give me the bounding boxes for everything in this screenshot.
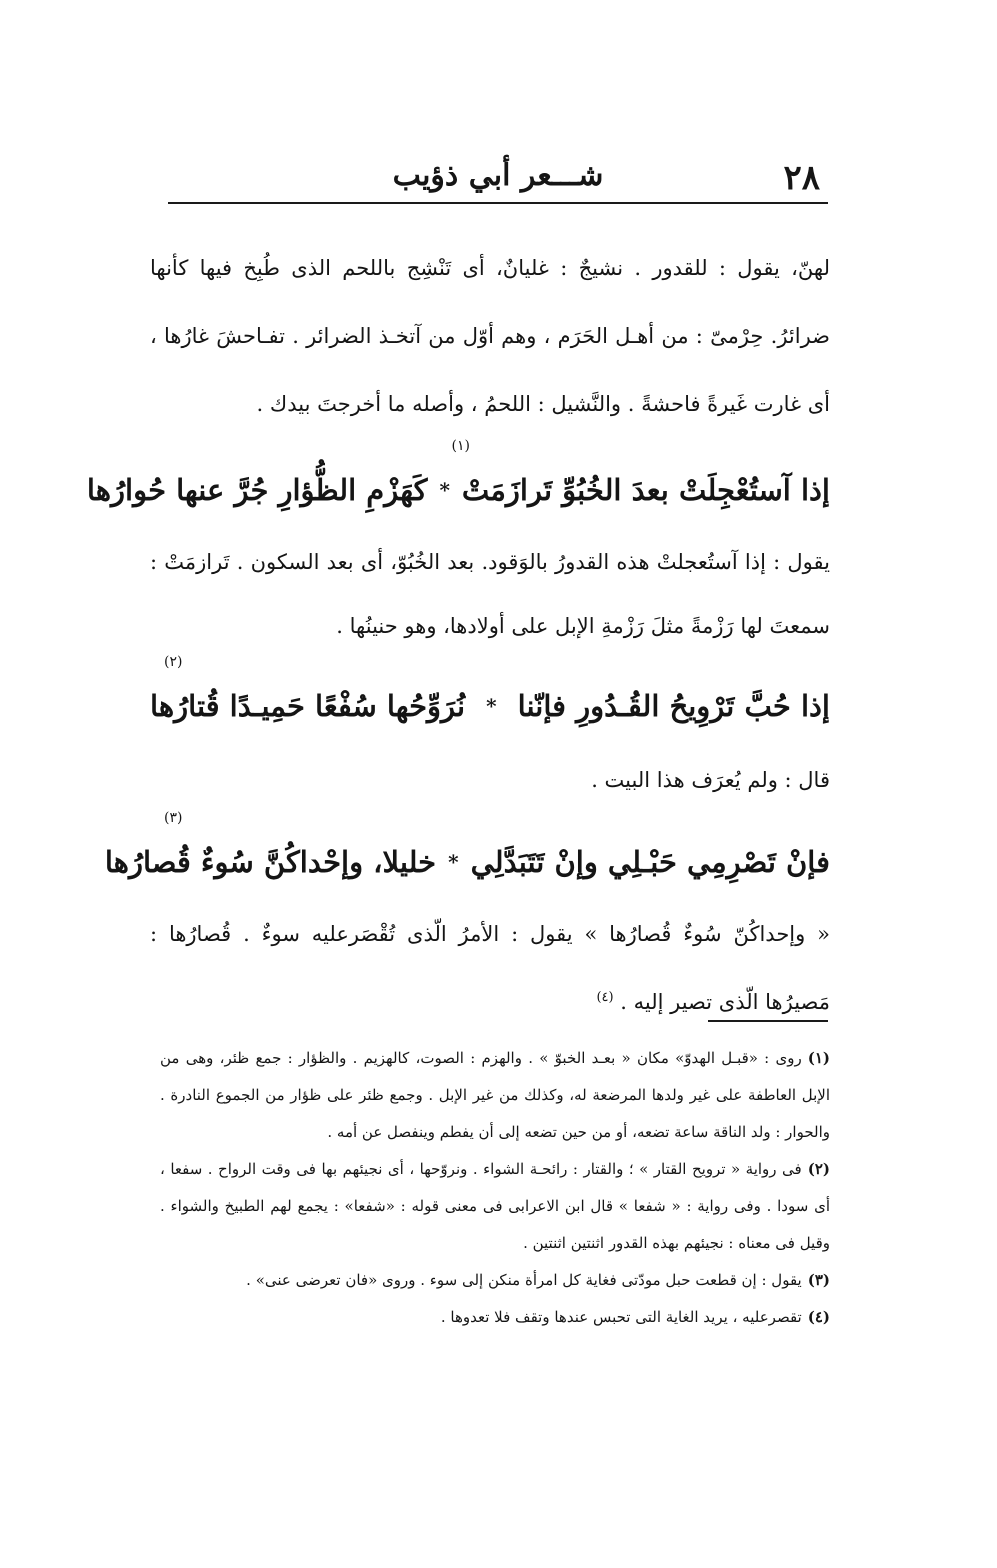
- verse-3-separator: *: [448, 850, 459, 874]
- footnote-ref-4: (٤): [596, 990, 614, 1005]
- footnote-1-number: (١): [807, 1049, 830, 1067]
- footnote-ref-3: (٣): [164, 810, 183, 826]
- running-title: شـــعر أبي ذؤيب: [392, 158, 604, 193]
- verse-2-first-hemistich: إذا حُبَّ تَرْوِيحُ القُـدُورِ فإنّنا: [517, 689, 830, 723]
- commentary-paragraph-2: يقول : إذا آستُعجلتْ هذه القدورُ بالوَقود. بعد الخُبُوّ، أى بعد السكون . تَرازمَتْ : سمعتَ لها رَزْمةً مثلَ رَزْمةِ الإبل على أولادها، وهو حنينُها .: [150, 550, 830, 638]
- commentary-paragraph-3: قال : ولم يُعرَف هذا البيت .: [591, 768, 830, 792]
- footnote-4-text: تقصرعليه ، يريد الغاية التى تحبس عندها وتقف فلا تعدوها .: [440, 1308, 802, 1326]
- verse-1-first-hemistich: إذا آستُعْجِلَتْ بعدَ الخُبُوِّ تَرازَمَتْ: [461, 473, 830, 507]
- footnote-1-text: روى : «قبـل الهدوّ» مكان « بعـد الخبوّ » . والهزم : الصوت، كالهزيم . والظؤار : جمع ظئر، وهى من الإبل العاطفة على غير ولدها المرضعة له، وكذلك من غير الإبل . وجمع ظئر على ظؤار من الجموع النادرة . والحوار : ولد الناقة ساعة تضعه، أو من حين تضعه إلى أن يفطم وينفصل عن أمه .: [160, 1049, 830, 1141]
- footnote-3: [160, 1262, 830, 1299]
- commentary-paragraph-4: [150, 902, 830, 1034]
- verse-1-separator: *: [439, 478, 450, 502]
- footnote-2-number: (٢): [807, 1160, 830, 1178]
- commentary-paragraph-4-text: « وإحداكُنّ سُوءٌ قُصارُها » يقول : الأمرُ الّذى تُقْصَرعليه سوءٌ . قُصارُها : مَصيرُها الّذى تصير إليه .: [150, 922, 830, 1014]
- footnote-2-text: فى رواية « ترويح القتار » ؛ والقتار : رائحـة الشواء . ونروّحها ، أى نجيئهم بها فى وقت الرواح . سفعا ، أى سودا . وفى رواية : « شفعا » قال ابن الاعرابى فى معنى قوله : «شفعا» : يجمع لهم الطبيخ والشواء . وقيل فى معناه : نجيئهم بهذه القدور اثنتين اثنتين .: [160, 1160, 830, 1252]
- verse-line-1: [86, 438, 830, 530]
- footnote-2: [160, 1151, 830, 1262]
- verse-1-second-hemistich: كَهَزْمِ الظُّؤارِ جُرَّ عنها حُوارُها: [86, 473, 428, 507]
- verse-3-second-hemistich: خليلا، وإحْداكُنَّ سُوءٌ قُصارُها: [104, 845, 437, 879]
- commentary-paragraph-1: لهنّ، يقول : للقدور . نشيجٌ : غليانٌ، أى تَنْشِج باللحم الذى طُبِخ فيها كأنها ضرائرُ. حِرْمىّ : من أهـل الحَرَم ، وهم أوّل من آتخـذ الضرائر . تفـاحشَ غارُها ، أى غارت غَيرةً فاحشةً . والنَّشيل : اللحمُ ، وأصله ما أخرجتَ بيدك .: [150, 256, 830, 416]
- footnote-4: [160, 1299, 830, 1336]
- verse-line-2: [150, 654, 830, 746]
- footnote-divider: [708, 1020, 828, 1022]
- verse-2-separator: *: [486, 694, 497, 718]
- page-header: [168, 150, 828, 204]
- footnote-1: [160, 1040, 830, 1151]
- footnote-4-number: (٤): [807, 1308, 830, 1326]
- footnote-3-number: (٣): [807, 1271, 830, 1289]
- verse-2-second-hemistich: نُرَوِّحُها سُفْعًا حَمِيـدًا قُتارُها: [150, 689, 466, 723]
- footnote-ref-2: (٢): [164, 654, 183, 670]
- footnotes: [160, 1040, 830, 1336]
- verse-3-first-hemistich: فإنْ تَصْرِمِي حَبْـلِي وإنْ تَتَبَدَّلِي: [470, 845, 830, 879]
- verse-line-3: [104, 810, 830, 902]
- page-number: ٢٨: [783, 158, 820, 198]
- main-text: [86, 234, 830, 1034]
- footnote-3-text: يقول : إن قطعت حبل مودّتى فغاية كل امرأة منكن إلى سوء . وروى «فان تعرضى عنى» .: [246, 1271, 802, 1289]
- footnote-ref-1: (١): [451, 438, 470, 454]
